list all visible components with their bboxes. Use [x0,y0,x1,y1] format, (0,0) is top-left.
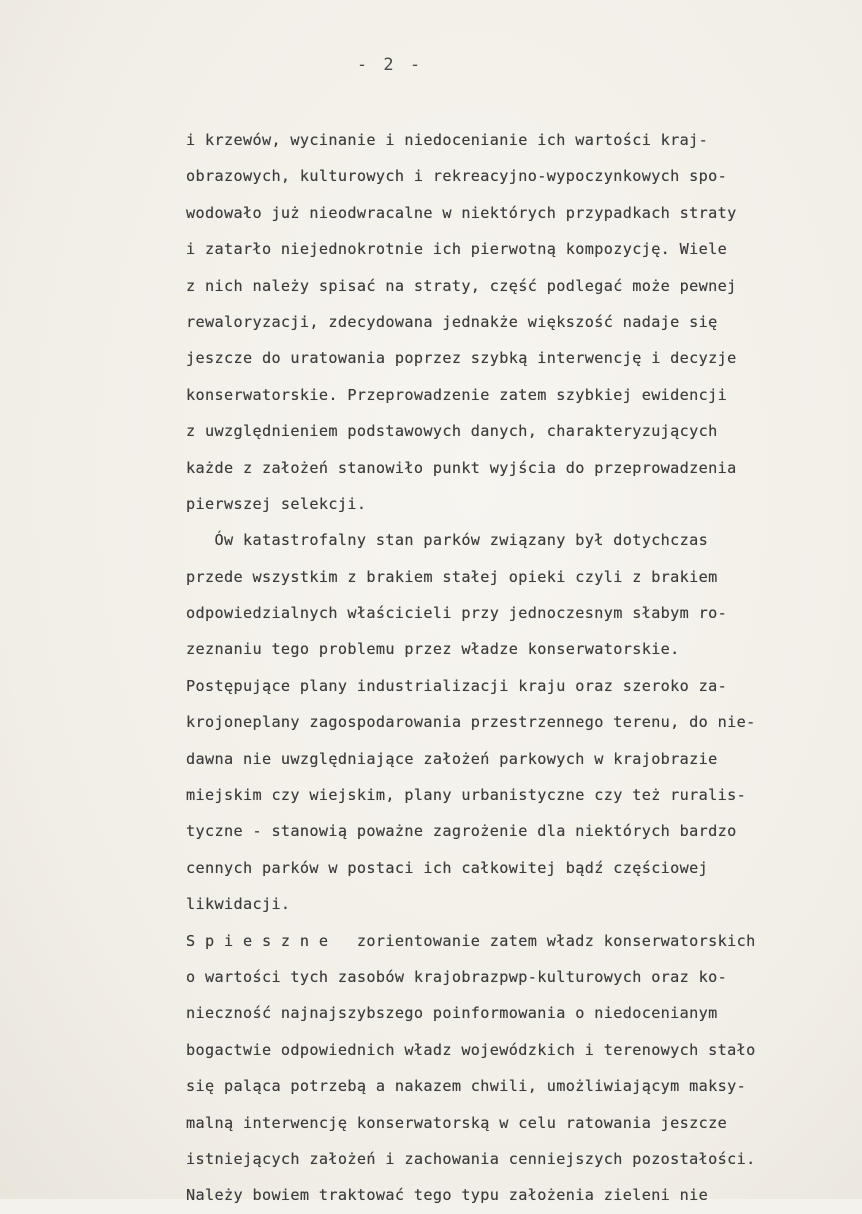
text-line: z nich należy spisać na straty, część podlegać może pewnej [186,276,737,295]
text-line: zeznaniu tego problemu przez władze konserwatorskie. [186,640,680,659]
text-line: się paląca potrzebą a nakazem chwili, umożliwiającym maksy- [186,1077,747,1096]
text-line: wodowało już nieodwracalne w niektórych przypadkach straty [186,203,737,222]
text-line: obrazowych, kulturowych i rekreacyjno-wypoczynkowych spo- [186,167,728,186]
text-line: odpowiedzialnych właścicieli przy jednoczesnym słabym ro- [186,604,728,623]
text-line: bogactwie odpowiednich władz wojewódzkich i terenowych stało [186,1040,756,1059]
body-text [186,122,856,1214]
text-line: konserwatorskie. Przeprowadzenie zatem szybkiej ewidencji [186,385,728,404]
text-line: pierwszej selekcji. [186,494,367,513]
text-line: cennych parków w postaci ich całkowitej bądź częściowej [186,858,709,877]
text-line: tyczne - stanowią poważne zagrożenie dla niektórych bardzo [186,822,737,841]
text-line: każde z założeń stanowiło punkt wyjścia do przeprowadzenia [186,458,737,477]
text-line: jeszcze do uratowania poprzez szybką interwencję i decyzje [186,349,737,368]
text-line: Ów katastrofalny stan parków związany był dotychczas [186,531,709,550]
text-line: o wartości tych zasobów krajobrazpwp-kulturowych oraz ko- [186,967,728,986]
text-line: dawna nie uwzględniające założeń parkowych w krajobrazie [186,749,718,768]
text-line: nieczność najnajszybszego poinformowania o niedocenianym [186,1004,718,1023]
text-line: S p i e s z n e zorientowanie zatem władz konserwatorskich [186,931,756,950]
text-line: istniejących założeń i zachowania cenniejszych pozostałości. [186,1149,756,1168]
text-line: i krzewów, wycinanie i niedocenianie ich wartości kraj- [186,131,709,149]
text-line: krojoneplany zagospodarowania przestrzennego terenu, do nie- [186,713,756,732]
text-line: rewaloryzacji, zdecydowana jednakże większość nadaje się [186,312,718,331]
text-line: z uwzględnieniem podstawowych danych, charakteryzujących [186,422,718,441]
text-line: malną interwencję konserwatorską w celu ratowania jeszcze [186,1113,728,1132]
text-line: miejskim czy wiejskim, plany urbanistyczne czy też ruralis- [186,786,747,805]
text-line: Należy bowiem traktować tego typu założenia zieleni nie [186,1186,709,1205]
page-number: - 2 - [356,55,424,75]
text-line: likwidacji. [186,895,291,914]
text-line: i zatarło niejednokrotnie ich pierwotną kompozycję. Wiele [186,240,728,259]
text-line: Postępujące plany industrializacji kraju oraz szeroko za- [186,676,728,695]
text-line: przede wszystkim z brakiem stałej opieki czyli z brakiem [186,567,718,586]
